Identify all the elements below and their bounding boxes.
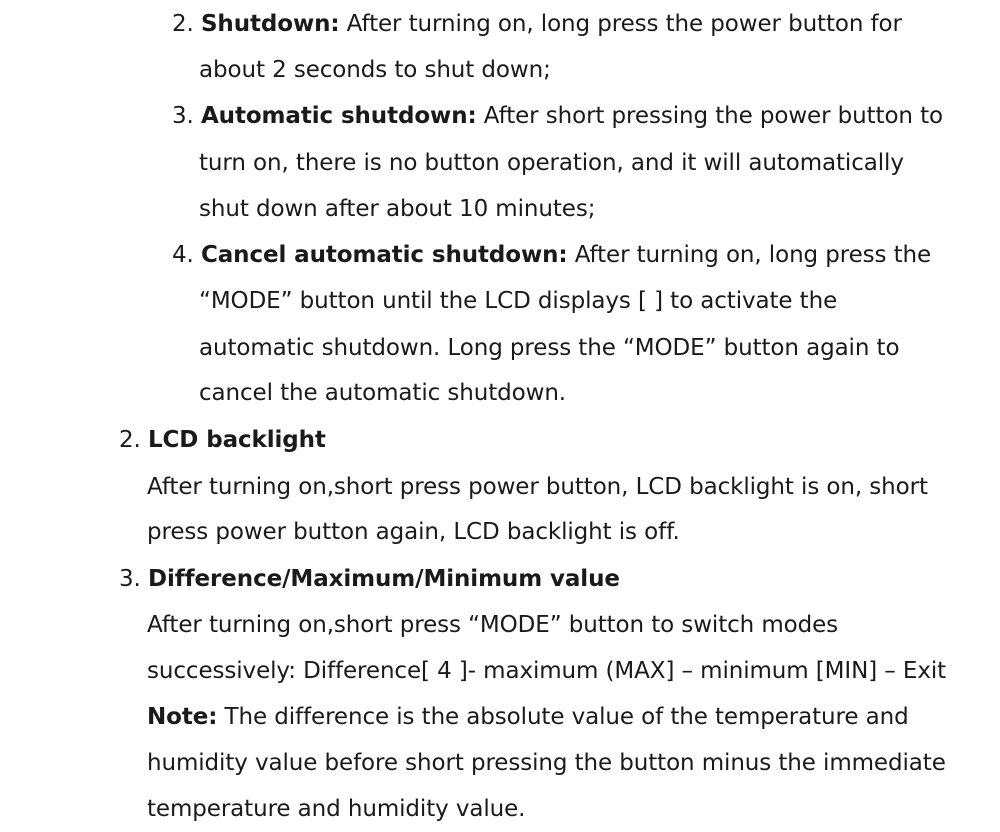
item-text: “MODE” button until the LCD displays [ ] to activate the [199, 288, 838, 314]
paragraph-line: press power button again, LCD backlight is off. [147, 519, 680, 545]
item-text: After turning on, long press the [567, 242, 932, 268]
paragraph-line: After turning on,short press “MODE” button to switch modes [147, 612, 839, 638]
item-title: Cancel automatic shutdown: [200, 242, 568, 268]
list-number: 2. [172, 11, 194, 37]
sub-item-shutdown-line-1 [172, 9, 902, 39]
item-text: turn on, there is no button operation, and it will automatically [199, 150, 904, 176]
note-text: temperature and humidity value. [147, 796, 526, 822]
list-number: 4. [172, 242, 194, 268]
note-text: The difference is the absolute value of the temperature and [217, 704, 909, 730]
item-title: Automatic shutdown: [200, 103, 477, 129]
section-title: LCD backlight [147, 427, 326, 453]
list-number: 3. [119, 566, 141, 592]
note-label: Note: [147, 704, 218, 730]
paragraph-line: successively: Difference[ 4 ]- maximum (MAX] – minimum [MIN] – Exit [147, 658, 947, 684]
item-text: about 2 seconds to shut down; [199, 57, 551, 83]
item-text: automatic shutdown. Long press the “MODE” button again to [199, 335, 900, 361]
paragraph-line: After turning on,short press power button, LCD backlight is on, short [147, 474, 928, 500]
section-title: Difference/Maximum/Minimum value [147, 566, 620, 592]
item-text: After short pressing the power button to [476, 103, 944, 129]
section-difference-heading [119, 564, 620, 594]
item-title: Shutdown: [200, 11, 340, 37]
item-text: After turning on, long press the power button for [339, 11, 902, 37]
list-number: 3. [172, 103, 194, 129]
item-text: shut down after about 10 minutes; [199, 196, 596, 222]
note-line [147, 702, 909, 732]
item-text: cancel the automatic shutdown. [199, 380, 567, 406]
section-lcd-backlight-heading [119, 425, 326, 455]
sub-item-automatic-shutdown-line-1 [172, 101, 943, 131]
sub-item-cancel-automatic-shutdown-line-1 [172, 240, 931, 270]
list-number: 2. [119, 427, 141, 453]
note-text: humidity value before short pressing the button minus the immediate [147, 750, 946, 776]
